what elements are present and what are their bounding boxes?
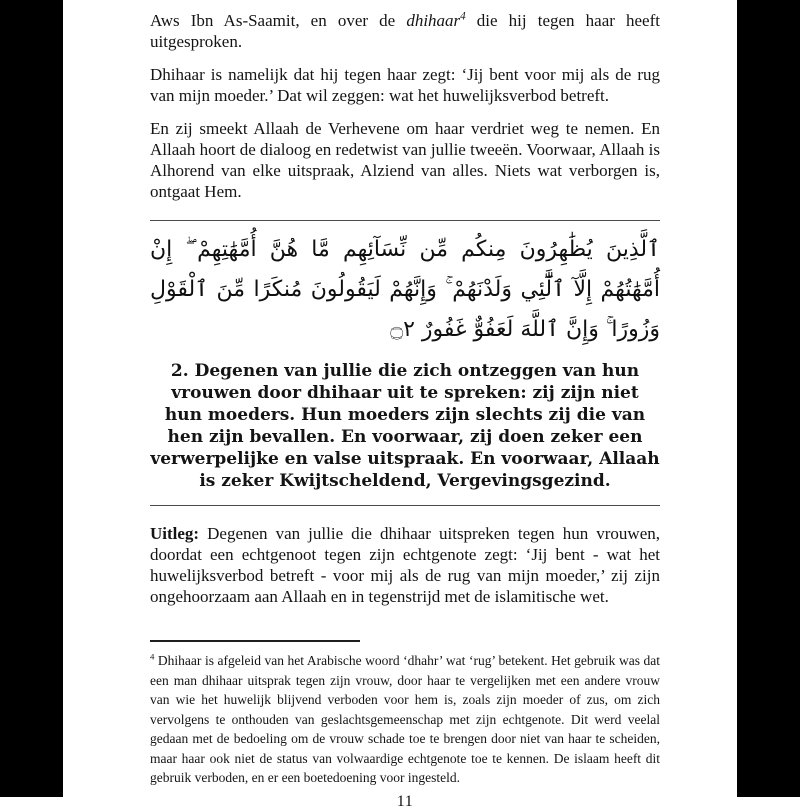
uitleg-text: Degenen van jullie die dhihaar uitspreken tegen hun vrouwen, doordat een echtgenoot tegen zijn echtgenote zegt: ‘Jij bent - wat het huwelijksverbod betreft - voor mij als de rug van mijn moeder,’ zij zijn ongehoorzaam aan Allaah en in tegenstrijd met de islamitische wet.: [150, 524, 660, 606]
scan-edge-left: [0, 0, 63, 797]
footnote-reference-marker: 4: [460, 10, 466, 23]
section-rule-bottom: [150, 505, 660, 506]
paragraph-dhihaar-definition: Dhihaar is namelijk dat hij tegen haar zegt: ‘Jij bent voor mij als de rug van mijn moeder.’ Dat wil zeggen: wat het huwelijksverbod betreft.: [150, 65, 660, 105]
paragraph-intro-pre: Aws Ibn As-Saamit, en over de: [150, 11, 407, 30]
paragraph-intro-post: die hij tegen haar heeft uitgesproken.: [150, 11, 660, 51]
scan-edge-right: [737, 0, 800, 797]
paragraph-intro: [150, 10, 660, 52]
page-number: 11: [396, 792, 414, 810]
footnote: [150, 651, 660, 788]
dhihaar-term-italic: dhihaar: [406, 11, 461, 30]
arabic-verse: ٱلَّذِينَ يُظَٰهِرُونَ مِنكُم مِّن نِّسَآئِهِم مَّا هُنَّ أُمَّهَٰتِهِمْ ۖ إِنْ أُمَّهَٰتُهُمْ إِلَّآ ٱلَّٰٓئِي وَلَدْنَهُمْ ۚ وَإِنَّهُمْ لَيَقُولُونَ مُنكَرًا مِّنَ ٱلْقَوْلِ وَزُورًا ۚ وَإِنَّ ٱللَّهَ لَعَفُوٌّ غَفُورٌ ۝٢: [150, 237, 660, 342]
book-page: [63, 0, 737, 810]
uitleg-label: Uitleg:: [150, 524, 200, 543]
paragraph-supplication: En zij smeekt Allaah de Verhevene om haar verdriet weg te nemen. En Allaah hoort de dialoog en redetwist van jullie tweeën. Voorwaar, Allaah is Alhorend van elke uitspraak, Alziend van alles. Niets wat verborgen is, ontgaat Hem.: [150, 119, 660, 201]
explanation-paragraph: [150, 523, 660, 607]
footnote-separator-rule: [150, 640, 360, 642]
footnote-text: Dhihaar is afgeleid van het Arabische woord ‘dhahr’ wat ‘rug’ betekent. Het gebruik was dat een man dhihaar uitsprak tegen zijn vrouw, door haar te vergelijken met een andere vrouw van wie het huwelijk blijvend verboden voor hem is, zoals zijn moeder of zus, om zich vervolgens te onthouden van geslachtsgemeenschap met zijn echtgenote. Dit werd veelal gedaan met de bedoeling om de vrouw schade toe te brengen door niet van haar te scheiden, maar haar ook niet de status van volwaardige echtgenote toe te kennen. De islaam heeft dit gebruik verboden, en er een boetedoening voor ingesteld.: [150, 653, 660, 785]
section-rule-top: [150, 220, 660, 221]
verse-translation: 2. Degenen van jullie die zich ontzeggen van hun vrouwen door dhihaar uit te spreken: zij zijn niet hun moeders. Hun moeders zijn slechts zij die van hen zijn bevallen. En voorwaar, zij doen zeker een verwerpelijke en valse uitspraak. En voorwaar, Allaah is zeker Kwijtscheldend, Vergevingsgezind.: [150, 361, 660, 491]
footnote-number: 4: [150, 651, 155, 662]
